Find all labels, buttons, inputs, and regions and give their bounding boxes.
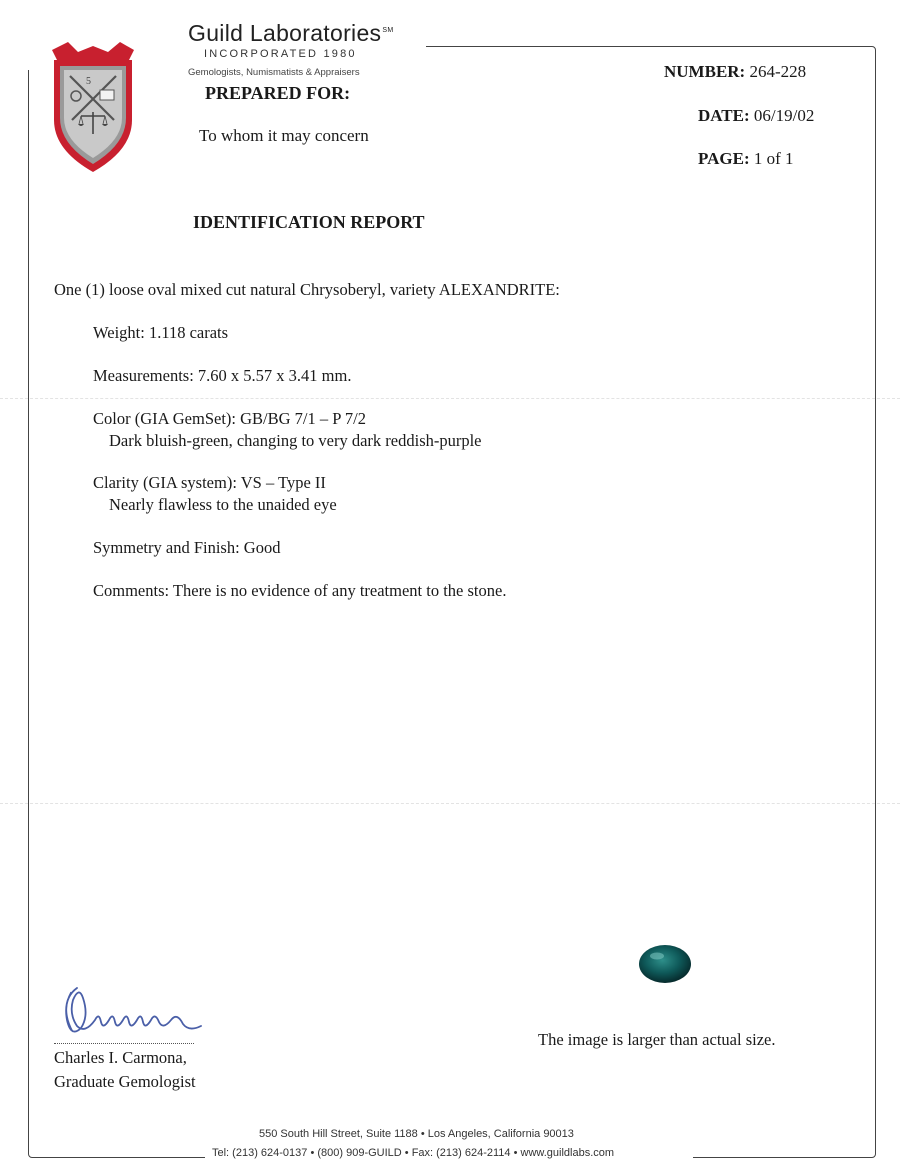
measurements-line: Measurements: 7.60 x 5.57 x 3.41 mm. <box>93 366 352 385</box>
color-line: Color (GIA GemSet): GB/BG 7/1 – P 7/2 <box>93 409 367 428</box>
signatory-name: Charles I. Carmona, <box>54 1048 187 1067</box>
signatory-title: Graduate Gemologist <box>54 1072 196 1091</box>
clarity-detail: Nearly flawless to the unaided eye <box>109 495 337 514</box>
service-mark: SM <box>382 27 394 35</box>
report-title: IDENTIFICATION REPORT <box>193 212 425 232</box>
incorporated-line: INCORPORATED 1980 <box>204 48 357 60</box>
report-page-value: 1 of 1 <box>753 149 794 168</box>
stone-image-caption: The image is larger than actual size. <box>538 1030 776 1049</box>
prepared-for-recipient: To whom it may concern <box>199 126 369 145</box>
company-name <box>188 20 393 47</box>
signature-line <box>54 1043 194 1044</box>
stone-description: One (1) loose oval mixed cut natural Chrysoberyl, variety ALEXANDRITE: <box>54 280 560 299</box>
report-date-value: 06/19/02 <box>753 106 815 125</box>
report-page <box>698 149 794 169</box>
company-tagline: Gemologists, Numismatists & Appraisers <box>188 67 360 78</box>
weight-line: Weight: 1.118 carats <box>93 323 229 342</box>
footer-address: 550 South Hill Street, Suite 1188 • Los Angeles, California 90013 <box>259 1128 574 1140</box>
report-page-label: PAGE: <box>698 149 750 168</box>
footer-contact: Tel: (213) 624-0137 • (800) 909-GUILD • Fax: (213) 624-2114 • www.guildlabs.com <box>212 1147 615 1159</box>
clarity-line: Clarity (GIA system): VS – Type II <box>93 473 326 492</box>
report-date <box>698 106 814 126</box>
comments-line: Comments: There is no evidence of any treatment to the stone. <box>93 581 507 600</box>
guild-crest-icon <box>48 38 138 176</box>
report-number-value: 264-228 <box>749 62 807 81</box>
signature-image <box>55 980 215 1045</box>
report-number <box>664 62 806 82</box>
report-date-label: DATE: <box>698 106 750 125</box>
company-name-text: Guild Laboratories <box>188 20 382 46</box>
prepared-for-label: PREPARED FOR: <box>205 83 351 103</box>
report-number-label: NUMBER: <box>664 62 746 81</box>
alexandrite-stone-image <box>637 943 693 985</box>
color-detail: Dark bluish-green, changing to very dark reddish-purple <box>109 431 482 450</box>
svg-text:5: 5 <box>86 76 91 87</box>
symmetry-line: Symmetry and Finish: Good <box>93 538 281 557</box>
